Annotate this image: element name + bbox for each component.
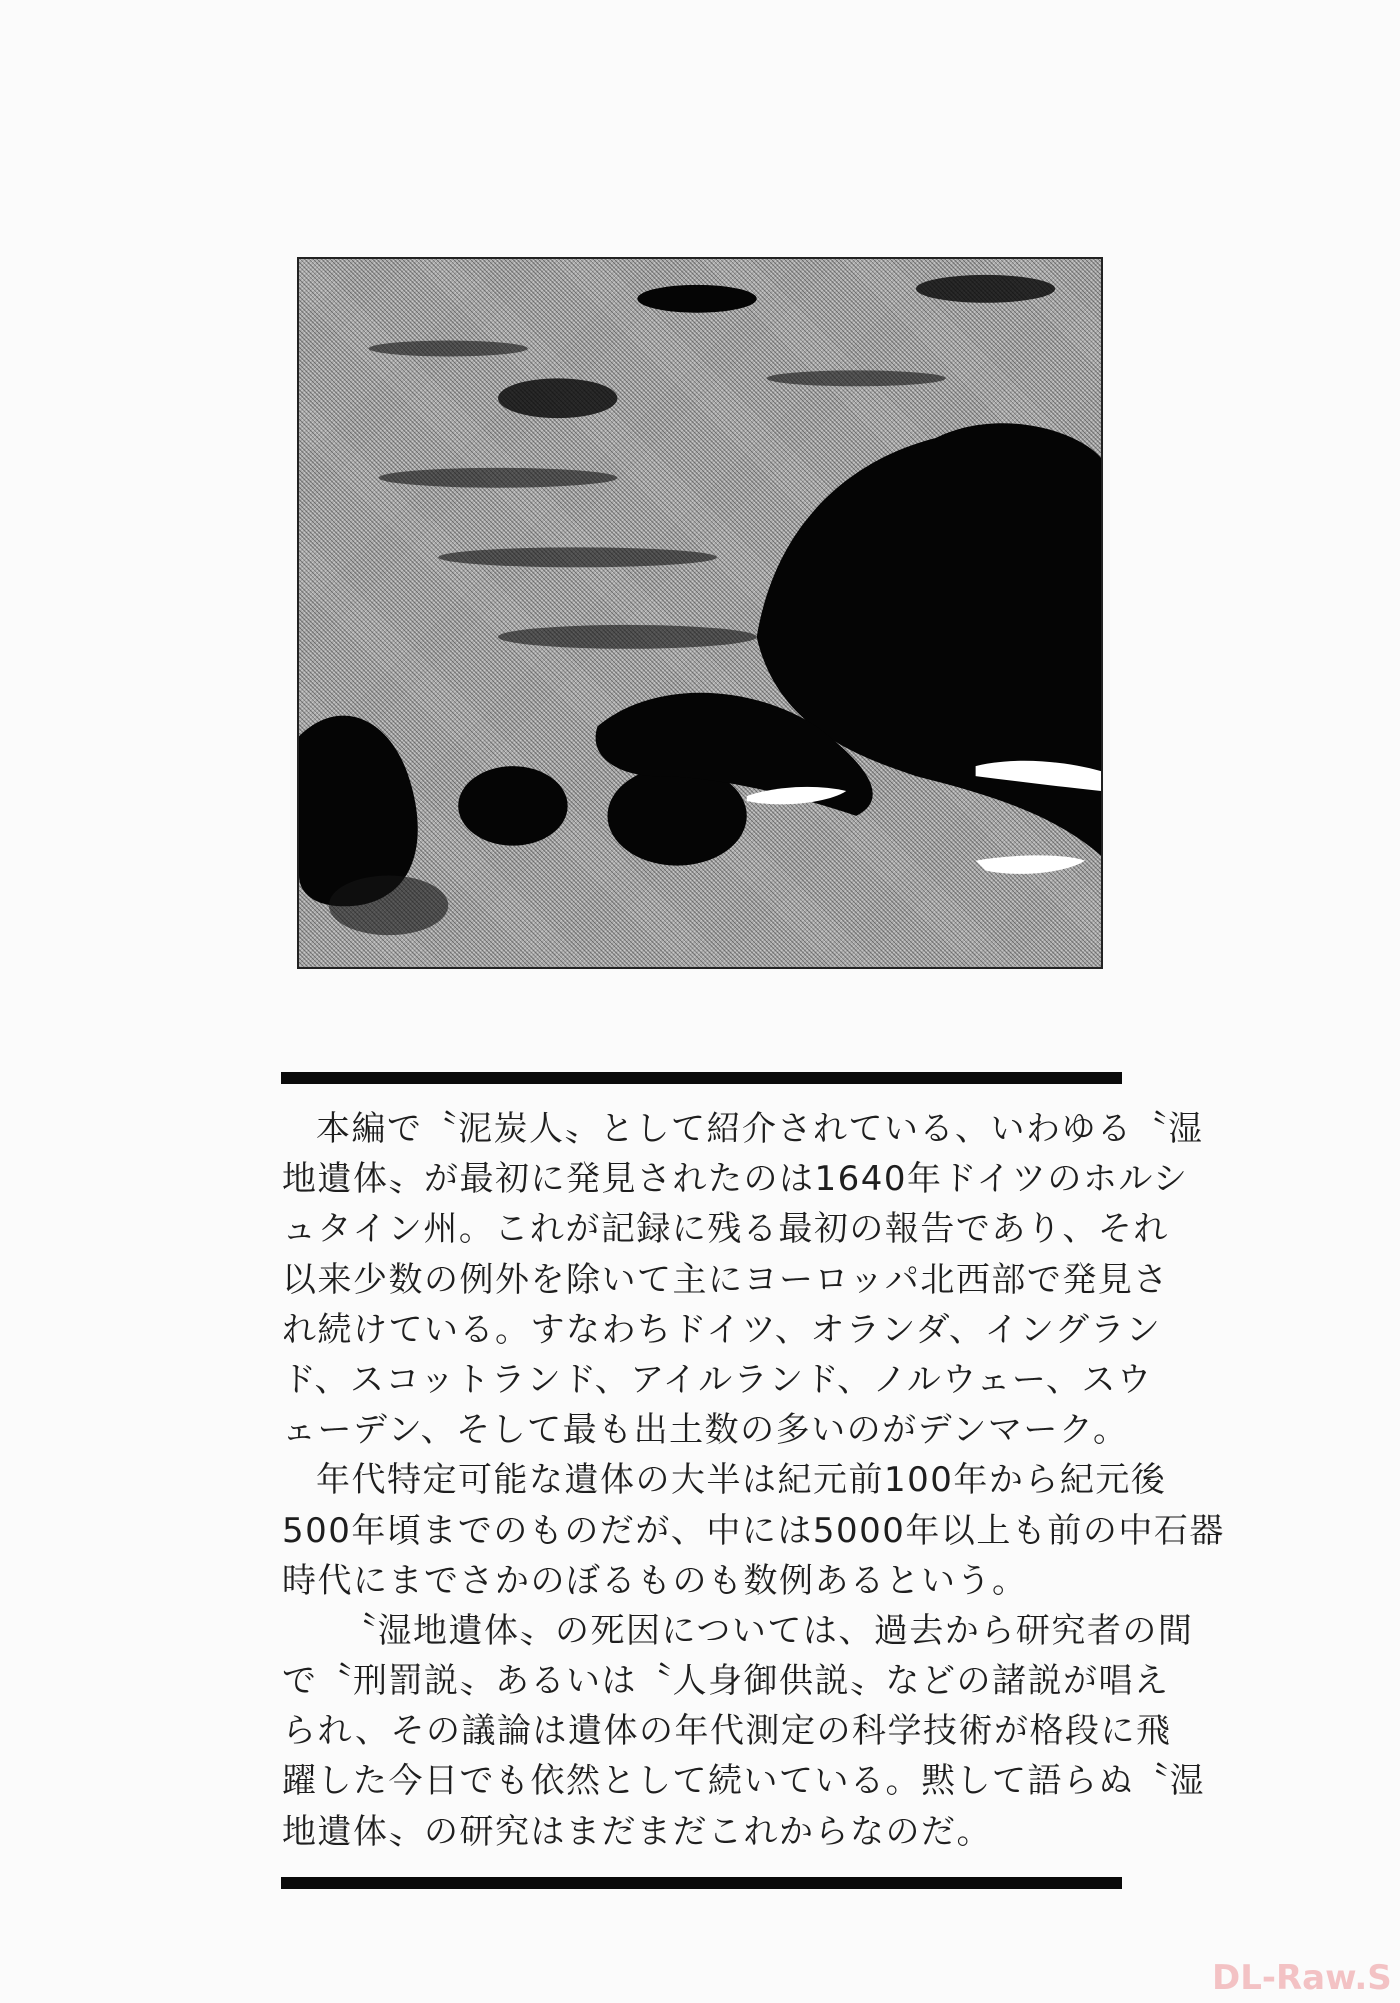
top-rule bbox=[281, 1072, 1122, 1084]
text-line: 500年頃までのものだが、中には5000年以上も前の中石器 bbox=[282, 1510, 1225, 1551]
marsh-illustration bbox=[297, 257, 1103, 969]
text-line: 以来少数の例外を除いて主にヨーロッパ北西部で発見さ bbox=[282, 1259, 1169, 1300]
text-line: 地遺体〟が最初に発見されたのは1640年ドイツのホルシ bbox=[282, 1159, 1189, 1200]
text-line: ド、スコットランド、アイルランド、ノルウェー、スウ bbox=[282, 1359, 1153, 1400]
text-line: 本編で〝泥炭人〟として紹介されている、いわゆる〝湿 bbox=[316, 1109, 1204, 1149]
bottom-rule bbox=[281, 1877, 1122, 1889]
article-text bbox=[282, 1104, 1225, 1857]
text-line: ュタイン州。これが記録に残る最初の報告であり、それ bbox=[282, 1209, 1169, 1250]
grass-shapes bbox=[299, 259, 1101, 967]
text-line: 躍した今日でも依然として続いている。黙して語らぬ〝湿 bbox=[282, 1761, 1205, 1802]
text-line: 地遺体〟の研究はまだまだこれからなのだ。 bbox=[282, 1811, 992, 1852]
text-line: れ続けている。すなわちドイツ、オランダ、イングラン bbox=[282, 1309, 1162, 1350]
text-line: ェーデン、そして最も出土数の多いのがデンマーク。 bbox=[282, 1410, 1129, 1451]
text-line: 年代特定可能な遺体の大半は紀元前100年から紀元後 bbox=[316, 1460, 1167, 1501]
text-line: 〝湿地遺体〟の死因については、過去から研究者の間 bbox=[342, 1610, 1194, 1651]
watermark: DL-Raw.S bbox=[1212, 1958, 1392, 1998]
text-line: で〝刑罰説〟あるいは〝人身御供説〟などの諸説が唱え bbox=[282, 1661, 1170, 1702]
text-line: 時代にまでさかのぼるものも数例あるという。 bbox=[282, 1560, 1028, 1601]
text-line: られ、その議論は遺体の年代測定の科学技術が格段に飛 bbox=[282, 1711, 1172, 1752]
